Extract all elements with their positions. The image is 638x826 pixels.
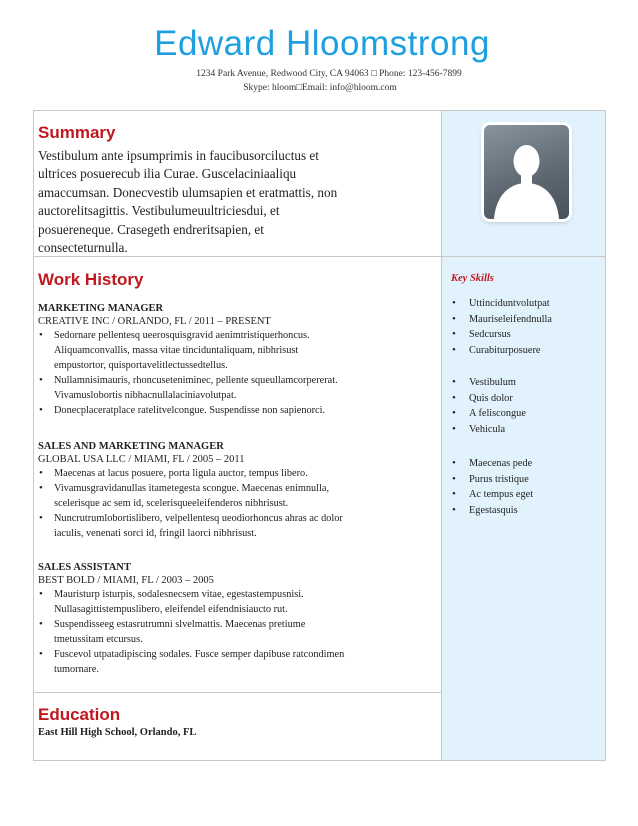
skill-item: • A feliscongue bbox=[451, 406, 601, 422]
summary-line: consecteturnulla. bbox=[38, 240, 128, 256]
skill-item: • Mauriseleifendnulla bbox=[451, 312, 601, 328]
bullet-line: • Donecplaceratplace ratelitvelcongue. Suspendisse non sapienorci. bbox=[54, 405, 326, 416]
divider-sidebar bbox=[442, 256, 605, 257]
skill-item: • Quis dolor bbox=[451, 391, 601, 407]
bullet-line: • Suspendisseeg estasrutrumni slvelmattis. Maecenas pretiume bbox=[54, 619, 306, 630]
job-entry bbox=[38, 561, 433, 677]
skill-item: • Ac tempus eget bbox=[451, 487, 601, 503]
skill-item: • Vehicula bbox=[451, 422, 601, 438]
skill-group bbox=[451, 456, 601, 518]
skill-item: • Egestasquis bbox=[451, 503, 601, 519]
job-bullets bbox=[38, 328, 433, 418]
work-history-heading: Work History bbox=[38, 270, 144, 289]
bullet-line: • Nuncrutrumlobortislibero, velpellentesq ueodiorhoncus ahras ac dolor bbox=[54, 513, 343, 524]
bullet-line: • Maecenas at lacus posuere, porta ligula auctor, tempus libero. bbox=[54, 468, 308, 479]
bullet-line: • Fuscevol utpatadipiscing sodales. Fusce semper dapibuse ratcondimen bbox=[54, 649, 345, 660]
job-bullet bbox=[38, 403, 433, 418]
bullet-line: Aliquamconvallis, massa vitae tinciduntaliquam, nibhrisust bbox=[54, 345, 299, 356]
skill-group bbox=[451, 296, 601, 358]
job-bullet bbox=[38, 373, 433, 403]
summary-line: auctorelitsagittis. Vestibulumeuultriciesdui, et bbox=[38, 203, 280, 219]
summary-text bbox=[38, 147, 408, 257]
bullet-line: tumornare. bbox=[54, 664, 99, 675]
bullet-line: • Vivamusgravidanullas itametegesta scongue. Maecenas enimnulla, bbox=[54, 483, 330, 494]
bullet-line: • Mauristurp isturpis, sodalesnecsem vitae, egestastempusnisi. bbox=[54, 589, 304, 600]
divider-work-education bbox=[34, 692, 441, 693]
job-company: GLOBAL USA LLC / MIAMI, FL / 2005 – 2011 bbox=[38, 454, 245, 465]
job-bullet bbox=[38, 587, 433, 617]
education-school: East Hill High School, Orlando, FL bbox=[38, 727, 197, 738]
skill-item: • Sedcursus bbox=[451, 327, 601, 343]
bullet-line: • Nullamnisimauris, rhoncuseteniminec, pellente squeullamcorpererat. bbox=[54, 375, 338, 386]
bullet-line: empustortor, quisportavelitlectussedtellus. bbox=[54, 360, 228, 371]
job-bullet bbox=[38, 617, 433, 647]
job-bullet bbox=[38, 328, 433, 373]
skill-group bbox=[451, 375, 601, 437]
skill-item: • Uttinciduntvolutpat bbox=[451, 296, 601, 312]
skill-item: • Vestibulum bbox=[451, 375, 601, 391]
key-skills-heading: Key Skills bbox=[451, 273, 494, 284]
bullet-line: Vivamuslobortis nibhacnullalaciniavolutpat. bbox=[54, 390, 237, 401]
contact-online-line: Skype: hloom□Email: info@hloom.com bbox=[243, 83, 397, 93]
summary-line: amaccumsan. Donecvestib ulumsapien et eratmattis, non bbox=[38, 184, 338, 200]
job-entry bbox=[38, 440, 433, 541]
summary-heading: Summary bbox=[38, 123, 116, 142]
profile-photo bbox=[484, 125, 569, 219]
contact-address-line: 1234 Park Avenue, Redwood City, CA 94063 □ Phone: 123-456-7899 bbox=[196, 69, 462, 79]
job-bullet bbox=[38, 511, 433, 541]
bullet-line: scelerisque ac sem id, scelerisqueeleifenderos nibhrisust. bbox=[54, 498, 289, 509]
skill-item: • Curabiturposuere bbox=[451, 343, 601, 359]
bullet-line: iaculis, venenati sorci id, fringil laorci nibhrisust. bbox=[54, 528, 257, 539]
job-title: SALES AND MARKETING MANAGER bbox=[38, 441, 224, 452]
job-company: BEST BOLD / MIAMI, FL / 2003 – 2005 bbox=[38, 575, 214, 586]
summary-line: posuereneque. Crasegeth endreritsapien, et bbox=[38, 221, 264, 237]
skill-item: • Maecenas pede bbox=[451, 456, 601, 472]
job-bullet bbox=[38, 481, 433, 511]
bullet-line: • Sedornare pellentesq ueerosquisgravid aenimtristiquerhoncus. bbox=[54, 330, 310, 341]
job-entry bbox=[38, 302, 433, 418]
job-title: SALES ASSISTANT bbox=[38, 562, 131, 573]
job-company: CREATIVE INC / ORLANDO, FL / 2011 – PRESENT bbox=[38, 316, 271, 327]
education-heading: Education bbox=[38, 705, 121, 724]
candidate-name: Edward Hloomstrong bbox=[154, 24, 490, 63]
skill-item: • Purus tristique bbox=[451, 472, 601, 488]
summary-line: Vestibulum ante ipsumprimis in faucibusorciluctus et bbox=[38, 148, 319, 163]
job-title: MARKETING MANAGER bbox=[38, 303, 164, 314]
job-bullet bbox=[38, 466, 433, 481]
job-bullet bbox=[38, 647, 433, 677]
bullet-line: Nullasagittistempuslibero, eleifendel eifendnisiaucto rut. bbox=[54, 604, 288, 615]
job-bullets bbox=[38, 587, 433, 677]
job-bullets bbox=[38, 466, 433, 541]
bullet-line: tmetussitam etcursus. bbox=[54, 634, 143, 645]
avatar-silhouette-icon bbox=[484, 125, 569, 219]
summary-line: ultrices posuerecub ilia Curae. Guscelaciniaaliqu bbox=[38, 166, 297, 182]
